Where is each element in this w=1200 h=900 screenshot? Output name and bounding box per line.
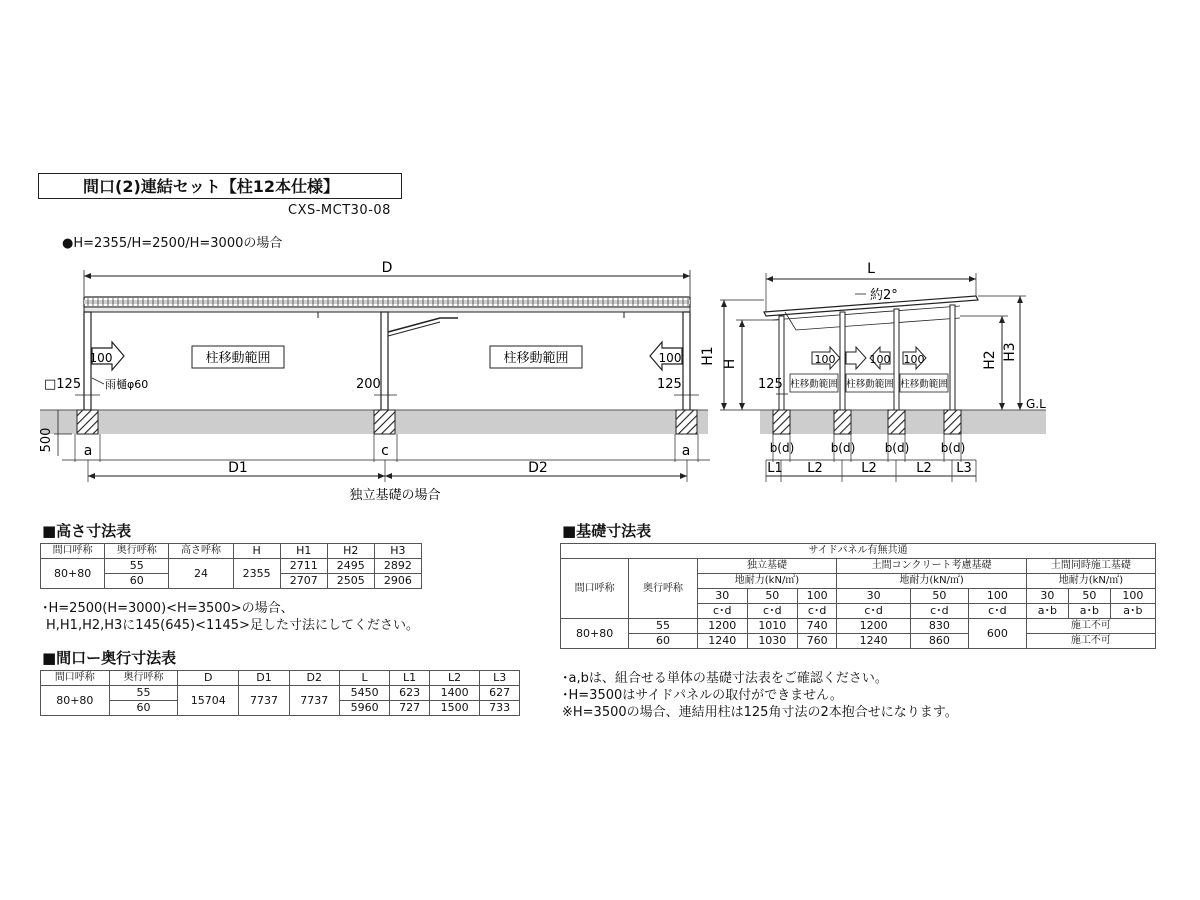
foundation-depth: 500 [39, 427, 54, 453]
model-number: CXS-MCT30-08 [288, 203, 391, 218]
dim-L: L [867, 261, 875, 277]
depth-table: 間口呼称 奥行呼称 D D1 D2 L L1 L2 L3 80+80 55 15704 7737 7737 5450 623 1400 627 60 5960 727 1500 733 [40, 670, 520, 716]
side-arrow-1 [812, 347, 840, 369]
dim-H: H [722, 358, 738, 370]
dim-H3: H3 [1002, 342, 1018, 362]
front-caption: 独立基礎の場合 [349, 488, 441, 503]
foundation-note-2: ･H=3500はサイドパネルの取付ができません。 [562, 688, 843, 703]
height-condition: ●H=2355/H=2500/H=3000の場合 [62, 236, 283, 251]
dim-a-right: a [681, 443, 691, 459]
ground-line-label: G.L [1026, 397, 1046, 411]
post-size-label: □125 [44, 377, 82, 392]
dim-L2a: L2 [807, 461, 823, 476]
dim-D1: D1 [228, 460, 248, 476]
dim-c: c [381, 443, 389, 459]
right-post-dim: 125 [657, 377, 682, 392]
foundation-note-1: ･a,bは、組合せる単体の基礎寸法表をご確認ください。 [562, 671, 888, 686]
height-note-1: ･H=2500(H=3000)<H=3500>の場合、 [42, 601, 294, 616]
mid-post-dim: 200 [356, 377, 381, 392]
foundation-middle [374, 410, 395, 434]
gutter-label: 雨樋φ60 [105, 378, 149, 391]
roof-beam [84, 307, 690, 312]
svg-text:100: 100 [89, 351, 113, 365]
side-post-dim: 125 [758, 377, 783, 392]
height-table-title: ■高さ寸法表 [42, 522, 132, 540]
dim-L2b: L2 [861, 461, 877, 476]
dim-a-left: a [83, 443, 93, 459]
bd-3: b(d) [884, 441, 910, 455]
column-range-right: 柱移動範囲 [503, 351, 569, 366]
column-range-left: 柱移動範囲 [205, 351, 271, 366]
dim-L3: L3 [956, 461, 972, 476]
dim-D2: D2 [528, 460, 548, 476]
side-view [700, 261, 1046, 482]
foundation-note-3: ※H=3500の場合、連結用柱は125角寸法の2本抱合せになります。 [562, 705, 958, 720]
side-arrow-2 [846, 347, 891, 369]
arrow-right-100 [90, 342, 124, 370]
svg-text:100: 100 [869, 353, 891, 366]
foundation-table: サイドパネル有無共通 間口呼称 奥行呼称 独立基礎 土間コンクリート考慮基礎 土間同時施工基礎 地耐力(kN/㎡) 地耐力(kN/㎡) 地耐力(kN/㎡) 30 50 100 30 50 100 30 50 100 c･d c･d c･d c･d c･d c･d a･b a･b a･b 80+80 55 1200 1010 740 1200 830 600 施工不可 60 1240 1030 760 1240 860 施工不可 [560, 543, 1156, 649]
side-range-2: 柱移動範囲 [846, 379, 894, 390]
bd-2: b(d) [830, 441, 856, 455]
svg-text:100: 100 [903, 353, 925, 366]
dim-H1: H1 [700, 346, 716, 366]
foundation-table-title: ■基礎寸法表 [562, 522, 652, 540]
dim-H2: H2 [982, 350, 998, 370]
depth-table-title: ■間口ー奥行寸法表 [42, 649, 177, 667]
svg-text:100: 100 [658, 351, 682, 365]
front-view [39, 260, 710, 503]
svg-text:100: 100 [814, 353, 836, 366]
slope-label: 約2° [870, 288, 898, 303]
height-table: 間口呼称 奥行呼称 高さ呼称 H H1 H2 H3 80+80 55 24 2355 2711 2495 2892 60 2707 2505 2906 [40, 543, 422, 589]
drawing-canvas [0, 250, 1200, 510]
foundation-right [676, 410, 697, 434]
bd-1: b(d) [769, 441, 795, 455]
dim-L1: L1 [767, 461, 783, 476]
height-note-2: H,H1,H2,H3に145(645)<1145>足した寸法にしてください。 [46, 618, 419, 633]
dim-D: D [381, 260, 393, 276]
side-range-1: 柱移動範囲 [790, 379, 838, 390]
foundation-left [77, 410, 98, 434]
side-arrow-3 [903, 347, 926, 369]
side-range-3: 柱移動範囲 [900, 379, 948, 390]
drawing-title: 間口(2)連結セット【柱12本仕様】 [38, 173, 402, 199]
arrow-left-100 [650, 342, 682, 370]
dim-L2c: L2 [916, 461, 932, 476]
bd-4: b(d) [940, 441, 966, 455]
